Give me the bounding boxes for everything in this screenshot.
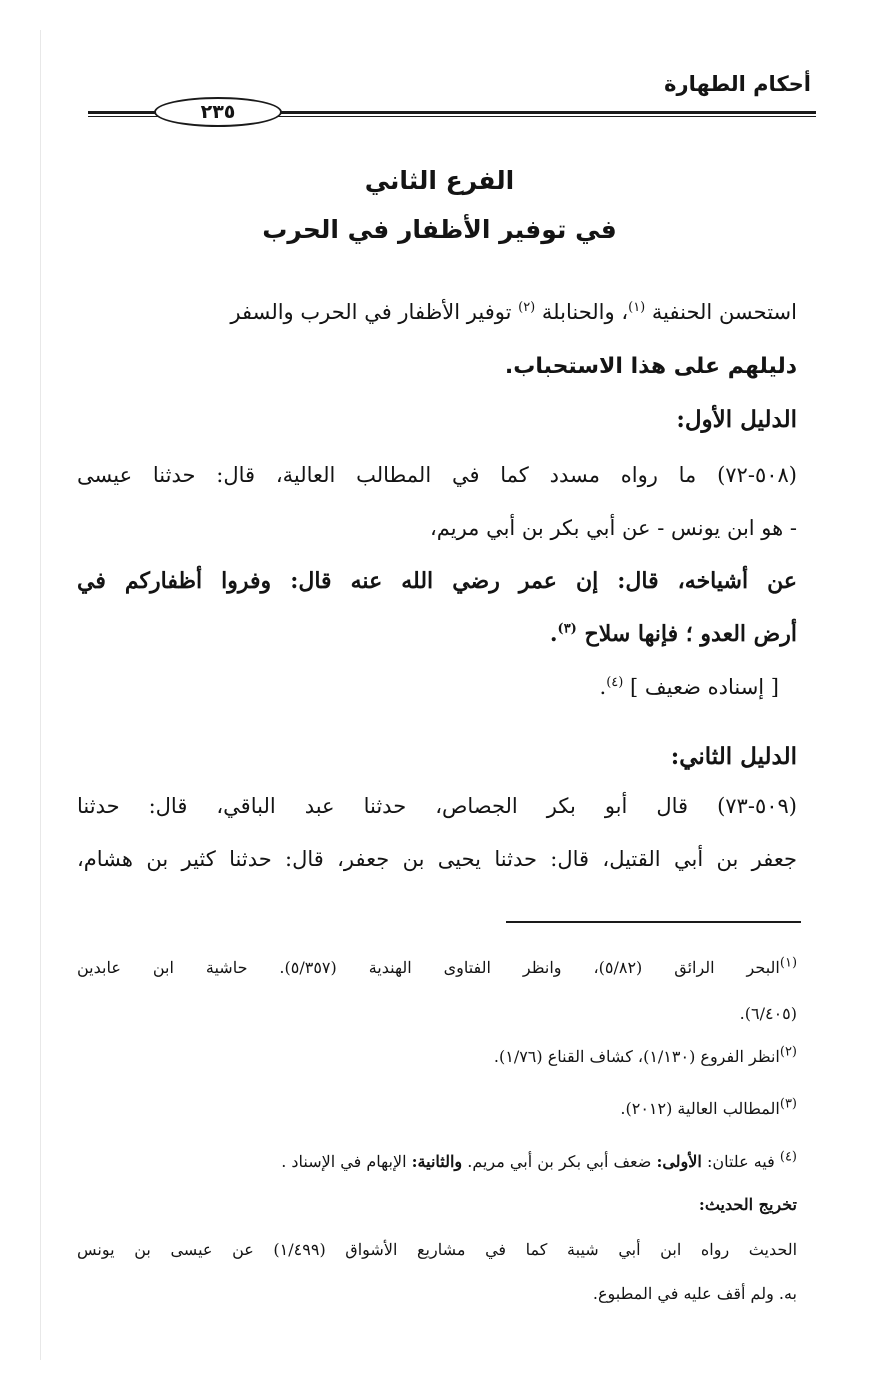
takhrij-heading: تخريج الحديث: — [698, 1195, 797, 1214]
footnote-3 — [77, 1096, 797, 1122]
footnote-1-text: البحر الرائق (٥/٨٢)، وانظر الفتاوى الهندية (٥/٣٥٧). حاشية ابن عابدين — [77, 958, 780, 977]
footnote-ref-4[interactable]: (٤) — [606, 675, 624, 690]
first-evidence-line-2: - هو ابن يونس - عن أبي بكر بن أبي مريم، — [429, 516, 797, 540]
page-number: ٢٣٥ — [154, 97, 282, 127]
first-evidence-hadith-line-1: عن أشياخه، قال: إن عمر رضي الله عنه قال: وفروا أظفاركم في — [77, 568, 797, 594]
footnote-4-first-label: الأولى: — [656, 1152, 702, 1171]
first-evidence-hadith-line-2 — [77, 619, 797, 649]
first-evidence-line-1: (٥٠٨-٧٢) ما رواه مسدد كما في المطالب العالية، قال: حدثنا عيسى — [77, 463, 797, 487]
footnote-separator — [506, 921, 801, 923]
footnote-4-number: (٤) — [779, 1149, 797, 1165]
grade-end: . — [599, 675, 607, 699]
footnote-ref-1[interactable]: (١) — [628, 300, 646, 315]
intro-text-1: استحسن الحنفية — [645, 300, 797, 324]
footnote-1-line-2: (٦/٤٠٥). — [739, 1004, 797, 1023]
footnote-2-text: انظر الفروع (١/١٣٠)، كشاف القناع (١/٧٦). — [493, 1047, 780, 1066]
footnote-1-line-1 — [77, 955, 797, 981]
first-evidence-grade — [59, 672, 779, 702]
footnote-1-number: (١) — [779, 955, 798, 971]
section-title: الفرع الثاني — [364, 166, 515, 195]
footnote-3-text: المطالب العالية (٢٠١٢). — [620, 1099, 780, 1118]
footnote-4-first-text: ضعف أبي بكر بن أبي مريم. — [462, 1152, 657, 1171]
section-subtitle: في توفير الأظفار في الحرب — [262, 215, 617, 244]
grade-text: [ إسناده ضعيف ] — [623, 675, 779, 699]
footnote-2-number: (٢) — [779, 1044, 797, 1060]
hadith-text: أرض العدو ؛ فإنها سلاح — [576, 621, 797, 647]
takhrij-line-1: الحديث رواه ابن أبي شيبة كما في مشاريع الأشواق (١/٤٩٩) عن عيسى بن يونس — [77, 1240, 798, 1259]
first-evidence-heading: الدليل الأول: — [676, 406, 797, 433]
footnote-4-text-a: فيه علتان: — [701, 1152, 780, 1171]
second-evidence-line-2: جعفر بن أبي القتيل، قال: حدثنا يحيى بن جعفر، قال: حدثنا كثير بن هشام، — [77, 847, 797, 871]
footnote-4 — [77, 1149, 797, 1175]
intro-text-3: توفير الأظفار في الحرب والسفر — [230, 300, 519, 324]
evidence-heading: دليلهم على هذا الاستحباب. — [504, 354, 797, 379]
footnote-4-second-label: والثانية: — [411, 1152, 463, 1171]
header-rule — [88, 96, 816, 130]
takhrij-line-2: به. ولم أقف عليه في المطبوع. — [592, 1284, 797, 1303]
running-header-title: أحكام الطهارة — [664, 72, 811, 96]
footnote-2 — [77, 1044, 797, 1070]
footnote-3-number: (٣) — [779, 1096, 797, 1112]
footnote-ref-2[interactable]: (٢) — [518, 300, 536, 315]
second-evidence-line-1: (٥٠٩-٧٣) قال أبو بكر الجصاص، حدثنا عبد الباقي، قال: حدثنا — [77, 794, 797, 818]
second-evidence-heading: الدليل الثاني: — [670, 743, 797, 770]
hadith-end: . — [549, 621, 558, 647]
intro-text-2: ، والحنابلة — [535, 300, 629, 324]
intro-paragraph — [77, 297, 797, 327]
footnote-4-second-text: الإبهام في الإسناد . — [281, 1152, 412, 1171]
footnote-ref-3[interactable]: (٣) — [557, 621, 577, 637]
